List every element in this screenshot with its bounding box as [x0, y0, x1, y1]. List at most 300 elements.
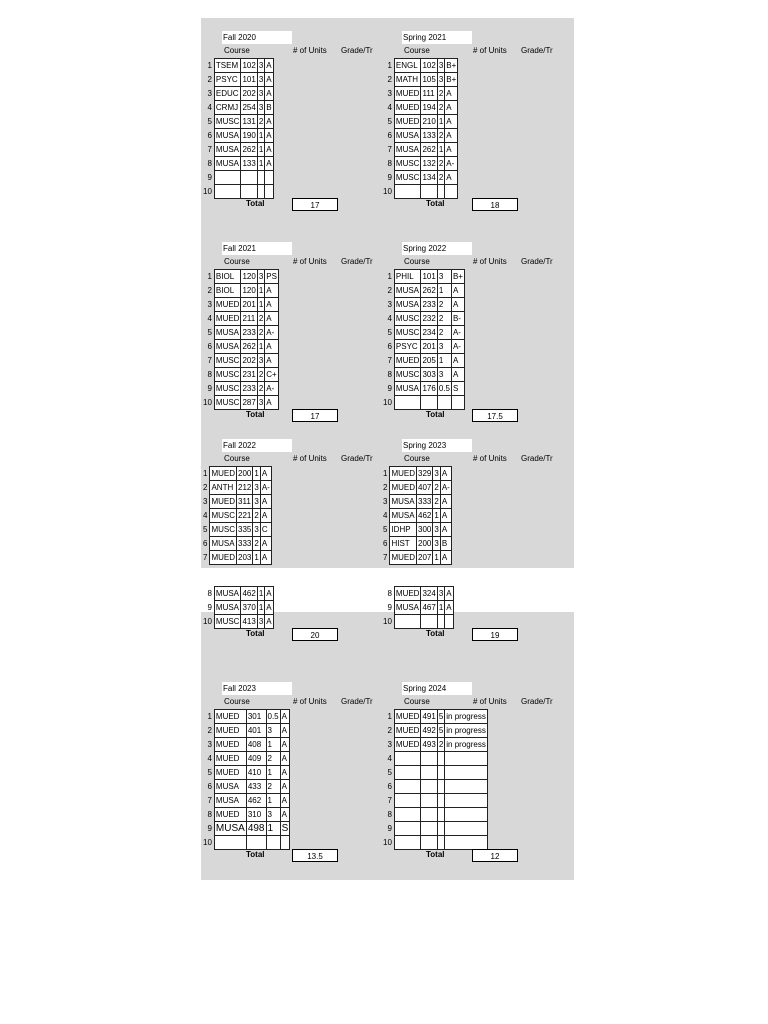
- course-subject: CRMJ: [214, 101, 241, 115]
- row-number: 1: [383, 468, 388, 478]
- row-number: 3: [383, 496, 388, 506]
- course-units: 3: [433, 537, 440, 551]
- course-grade: A: [280, 738, 290, 752]
- course-units: 3: [433, 467, 440, 481]
- course-number: 303: [421, 368, 437, 382]
- course-row: [382, 143, 458, 157]
- course-row: [382, 495, 451, 509]
- course-number: 233: [421, 298, 437, 312]
- course-grade: A: [265, 115, 273, 129]
- course-grade: A: [265, 129, 273, 143]
- row-number: 4: [387, 102, 392, 112]
- course-grade: A: [265, 396, 279, 410]
- course-row: [382, 171, 458, 185]
- row-number: 8: [207, 369, 212, 379]
- course-subject: MUSC: [214, 368, 241, 382]
- course-grade: B-: [451, 312, 464, 326]
- course-number: 134: [421, 171, 437, 185]
- course-number: 176: [421, 382, 437, 396]
- course-table: [382, 58, 458, 199]
- course-number: 102: [241, 59, 257, 73]
- course-subject: [394, 780, 421, 794]
- course-grade: A: [280, 766, 290, 780]
- course-header: Course: [224, 46, 250, 55]
- course-units: 2: [257, 326, 264, 340]
- row-number: 4: [383, 510, 388, 520]
- course-units: 0.5: [266, 710, 280, 724]
- course-units: 3: [257, 101, 264, 115]
- semester-title: Spring 2022: [402, 242, 472, 255]
- course-grade: A-: [451, 326, 464, 340]
- units-header: # of Units: [293, 454, 327, 463]
- row-number: 1: [207, 271, 212, 281]
- course-grade: A: [451, 368, 464, 382]
- course-row: [382, 59, 458, 73]
- row-number: 9: [387, 602, 392, 612]
- course-grade: A: [445, 101, 458, 115]
- course-subject: MUED: [394, 87, 421, 101]
- row-number: 9: [207, 823, 212, 833]
- course-grade: A: [280, 808, 290, 822]
- course-units: [437, 396, 451, 410]
- row-number: 10: [203, 186, 212, 196]
- row-number: 5: [387, 116, 392, 126]
- course-number: 101: [241, 73, 257, 87]
- course-units: 1: [257, 284, 264, 298]
- course-table: [202, 58, 274, 199]
- course-row: [202, 171, 273, 185]
- course-subject: [394, 836, 421, 850]
- course-units: 3: [253, 523, 260, 537]
- row-number: 4: [207, 313, 212, 323]
- row-number: 4: [387, 313, 392, 323]
- course-row: [202, 326, 278, 340]
- course-units: 2: [437, 298, 451, 312]
- course-number: 407: [417, 481, 433, 495]
- course-table: [382, 466, 452, 565]
- course-number: 467: [421, 601, 437, 615]
- course-number: 462: [246, 794, 266, 808]
- course-number: 462: [417, 509, 433, 523]
- course-subject: MUSA: [394, 284, 421, 298]
- grade-header: Grade/Tr: [521, 257, 553, 266]
- course-number: 462: [241, 587, 257, 601]
- row-number: 7: [207, 795, 212, 805]
- course-number: 221: [237, 509, 253, 523]
- course-subject: MUSA: [214, 340, 241, 354]
- course-units: 3: [257, 615, 264, 629]
- course-units: 3: [266, 808, 280, 822]
- row-number: 8: [387, 588, 392, 598]
- row-number: 9: [387, 172, 392, 182]
- course-row: [382, 551, 451, 565]
- course-row: [382, 836, 487, 850]
- course-grade: A: [265, 143, 273, 157]
- course-units: 1: [253, 467, 260, 481]
- course-subject: PHIL: [394, 270, 421, 284]
- course-grade: A: [445, 587, 453, 601]
- course-units: 1: [266, 822, 280, 836]
- course-grade: A: [440, 495, 451, 509]
- course-number: 409: [246, 752, 266, 766]
- total-units-box: 17: [292, 198, 338, 211]
- course-subject: [394, 808, 421, 822]
- course-grade: [445, 615, 453, 629]
- row-number: 6: [207, 341, 212, 351]
- course-subject: BIOL: [214, 284, 241, 298]
- grade-header: Grade/Tr: [341, 257, 373, 266]
- row-number: 2: [207, 285, 212, 295]
- course-units: 1: [257, 298, 264, 312]
- course-row: [382, 87, 458, 101]
- course-row: [382, 270, 464, 284]
- course-row: [202, 822, 290, 836]
- row-number: 9: [207, 383, 212, 393]
- course-grade: S: [281, 822, 289, 834]
- course-subject: MUSC: [394, 368, 421, 382]
- row-number: 7: [383, 552, 388, 562]
- course-subject: MUED: [214, 766, 246, 780]
- course-units: [437, 836, 444, 850]
- course-subject: MUSC: [214, 615, 241, 629]
- course-number: 133: [421, 129, 437, 143]
- course-grade: A: [260, 467, 271, 481]
- course-number: 120: [241, 284, 257, 298]
- course-row: [202, 157, 273, 171]
- course-subject: MUED: [214, 808, 246, 822]
- course-subject: MUED: [214, 298, 241, 312]
- course-subject: MUSA: [215, 822, 245, 834]
- course-grade: A: [280, 794, 290, 808]
- course-row: [382, 794, 487, 808]
- course-row: [382, 822, 487, 836]
- row-number: 4: [387, 753, 392, 763]
- course-header: Course: [404, 697, 430, 706]
- row-number: 1: [387, 60, 392, 70]
- course-number: 133: [241, 157, 257, 171]
- course-grade: [445, 836, 488, 850]
- course-subject: MUSA: [390, 509, 417, 523]
- row-number: 7: [207, 144, 212, 154]
- course-row: [382, 766, 487, 780]
- course-subject: TSEM: [214, 59, 241, 73]
- course-subject: ENGL: [394, 59, 421, 73]
- grade-header: Grade/Tr: [341, 697, 373, 706]
- course-row: [202, 298, 278, 312]
- course-units: 2: [437, 87, 444, 101]
- course-units: 3: [433, 523, 440, 537]
- course-subject: MUSA: [214, 326, 241, 340]
- course-row: [382, 738, 487, 752]
- course-table: [202, 269, 279, 410]
- course-number: 262: [241, 340, 257, 354]
- course-units: 1: [266, 738, 280, 752]
- course-number: 232: [421, 312, 437, 326]
- course-units: [266, 836, 280, 850]
- course-number: 231: [241, 368, 257, 382]
- course-subject: MUED: [394, 587, 421, 601]
- course-units: 1: [437, 354, 451, 368]
- course-table: [382, 709, 488, 850]
- course-subject: IDHP: [390, 523, 417, 537]
- course-subject: [394, 185, 421, 199]
- row-number: 3: [387, 88, 392, 98]
- course-grade: A: [260, 509, 271, 523]
- units-header: # of Units: [293, 257, 327, 266]
- course-grade: A: [440, 551, 451, 565]
- course-subject: MUSA: [394, 601, 421, 615]
- course-subject: EDUC: [214, 87, 241, 101]
- course-subject: MUSC: [210, 509, 237, 523]
- course-subject: MUSA: [214, 587, 241, 601]
- course-row: [202, 481, 271, 495]
- course-units: [257, 171, 264, 185]
- course-subject: MUED: [390, 551, 417, 565]
- course-grade: A: [260, 551, 271, 565]
- row-number: 7: [387, 355, 392, 365]
- row-number: 2: [203, 482, 208, 492]
- units-header: # of Units: [293, 46, 327, 55]
- course-table: [202, 466, 272, 565]
- course-subject: MUSA: [210, 537, 237, 551]
- course-row: [382, 481, 451, 495]
- course-subject: [394, 615, 421, 629]
- row-number: 7: [387, 144, 392, 154]
- course-units: 1: [257, 601, 264, 615]
- course-number: 233: [241, 326, 257, 340]
- course-grade: [445, 822, 488, 836]
- course-units: 2: [437, 129, 444, 143]
- course-row: [202, 710, 290, 724]
- course-number: 410: [246, 766, 266, 780]
- course-units: 5: [437, 724, 444, 738]
- course-number: 333: [237, 537, 253, 551]
- course-grade: [445, 185, 458, 199]
- course-grade: A-: [440, 481, 451, 495]
- course-row: [202, 129, 273, 143]
- semester-title: Spring 2024: [402, 682, 472, 695]
- course-number: [421, 780, 437, 794]
- total-units-box: 13.5: [292, 849, 338, 862]
- semester-title: Spring 2023: [402, 439, 472, 452]
- course-units: 2: [433, 495, 440, 509]
- course-row: [202, 270, 278, 284]
- course-grade: A: [440, 523, 451, 537]
- course-number: 433: [246, 780, 266, 794]
- course-number: [421, 766, 437, 780]
- course-units: 1: [437, 284, 451, 298]
- course-header: Course: [224, 454, 250, 463]
- course-subject: MUSA: [394, 143, 421, 157]
- course-number: [421, 185, 437, 199]
- course-grade: [451, 396, 464, 410]
- course-grade: A: [445, 129, 458, 143]
- course-subject: MUED: [210, 467, 237, 481]
- course-units: [437, 808, 444, 822]
- course-units: 1: [257, 129, 264, 143]
- course-subject: MATH: [394, 73, 421, 87]
- course-grade: A: [265, 73, 273, 87]
- course-grade: [265, 185, 273, 199]
- course-number: 234: [421, 326, 437, 340]
- course-row: [202, 143, 273, 157]
- total-label: Total: [246, 410, 265, 419]
- course-row: [202, 340, 278, 354]
- course-subject: ANTH: [210, 481, 237, 495]
- course-number: 203: [237, 551, 253, 565]
- course-subject: [394, 822, 421, 836]
- course-number: 102: [421, 59, 437, 73]
- course-units: 2: [257, 115, 264, 129]
- course-grade: A: [451, 284, 464, 298]
- row-number: 6: [203, 538, 208, 548]
- course-row: [202, 115, 273, 129]
- course-number: 492: [421, 724, 437, 738]
- course-row: [382, 710, 487, 724]
- course-units: 1: [266, 766, 280, 780]
- course-units: 1: [257, 157, 264, 171]
- row-number: 1: [203, 468, 208, 478]
- course-units: 1: [257, 587, 264, 601]
- course-row: [382, 587, 453, 601]
- row-number: 6: [383, 538, 388, 548]
- course-units: 2: [433, 481, 440, 495]
- course-row: [202, 551, 271, 565]
- row-number: 7: [207, 355, 212, 365]
- course-number: 413: [241, 615, 257, 629]
- course-row: [382, 354, 464, 368]
- units-header: # of Units: [473, 454, 507, 463]
- course-grade: A: [265, 157, 273, 171]
- course-subject: MUSA: [214, 780, 246, 794]
- course-subject: MUSA: [214, 129, 241, 143]
- course-row: [382, 326, 464, 340]
- course-subject: MUSA: [214, 157, 241, 171]
- course-subject: MUSC: [394, 312, 421, 326]
- course-units: 1: [257, 143, 264, 157]
- course-subject: MUED: [394, 738, 421, 752]
- course-row: [202, 467, 271, 481]
- course-grade: [445, 780, 488, 794]
- course-number: 301: [246, 710, 266, 724]
- row-number: 8: [207, 588, 212, 598]
- course-subject: MUSA: [390, 495, 417, 509]
- course-number: 262: [421, 143, 437, 157]
- course-subject: MUSC: [394, 326, 421, 340]
- course-number: 335: [237, 523, 253, 537]
- course-number: 111: [421, 87, 437, 101]
- course-number: 408: [246, 738, 266, 752]
- course-units: 2: [437, 326, 451, 340]
- total-label: Total: [246, 199, 265, 208]
- course-subject: MUED: [394, 710, 421, 724]
- course-grade: B+: [445, 59, 458, 73]
- course-row: [382, 724, 487, 738]
- course-units: 1: [437, 143, 444, 157]
- row-number: 9: [207, 172, 212, 182]
- course-subject: PSYC: [214, 73, 241, 87]
- semester-title: Fall 2022: [222, 439, 292, 452]
- course-number: 329: [417, 467, 433, 481]
- course-row: [202, 59, 273, 73]
- row-number: 8: [387, 809, 392, 819]
- course-grade: [445, 766, 488, 780]
- course-units: 2: [257, 312, 264, 326]
- row-number: 6: [387, 341, 392, 351]
- course-row: [202, 73, 273, 87]
- course-row: [382, 382, 464, 396]
- course-number: 120: [241, 270, 257, 284]
- semester-title: Fall 2020: [222, 31, 292, 44]
- total-label: Total: [426, 850, 445, 859]
- course-units: 1: [433, 551, 440, 565]
- course-units: 3: [437, 270, 451, 284]
- course-row: [202, 382, 278, 396]
- total-units-box: 17.5: [472, 409, 518, 422]
- grade-header: Grade/Tr: [341, 454, 373, 463]
- course-number: 262: [241, 143, 257, 157]
- course-units: [437, 615, 444, 629]
- course-units: 3: [257, 73, 264, 87]
- course-grade: in progress: [445, 738, 488, 752]
- course-number: 205: [421, 354, 437, 368]
- row-number: 6: [387, 130, 392, 140]
- course-grade: [445, 794, 488, 808]
- course-units: 3: [437, 73, 444, 87]
- course-subject: MUSA: [214, 794, 246, 808]
- course-subject: MUED: [394, 724, 421, 738]
- course-grade: A: [280, 752, 290, 766]
- course-row: [202, 752, 290, 766]
- course-header: Course: [404, 454, 430, 463]
- course-units: 2: [266, 780, 280, 794]
- course-subject: MUED: [394, 101, 421, 115]
- row-number: 5: [387, 327, 392, 337]
- row-number: 2: [207, 74, 212, 84]
- course-grade: A: [451, 298, 464, 312]
- course-grade: B+: [451, 270, 464, 284]
- course-units: 1: [253, 551, 260, 565]
- course-units: 1: [437, 115, 444, 129]
- course-row: [382, 368, 464, 382]
- course-number: 491: [421, 710, 437, 724]
- course-subject: [214, 185, 241, 199]
- course-units: [437, 766, 444, 780]
- row-number: 5: [207, 767, 212, 777]
- course-grade: A: [265, 615, 273, 629]
- course-subject: [394, 794, 421, 808]
- course-units: 2: [437, 312, 451, 326]
- course-header: Course: [224, 257, 250, 266]
- row-number: 6: [207, 130, 212, 140]
- row-number: 10: [203, 837, 212, 847]
- course-subject: [394, 396, 421, 410]
- course-number: 262: [421, 284, 437, 298]
- units-header: # of Units: [293, 697, 327, 706]
- course-number: 493: [421, 738, 437, 752]
- course-grade: A: [451, 354, 464, 368]
- course-subject: MUED: [390, 481, 417, 495]
- course-units: 2: [437, 171, 444, 185]
- course-grade: A: [445, 87, 458, 101]
- course-row: [202, 738, 290, 752]
- course-number: 210: [421, 115, 437, 129]
- course-units: 2: [253, 537, 260, 551]
- grade-header: Grade/Tr: [341, 46, 373, 55]
- course-number: 131: [241, 115, 257, 129]
- row-number: 5: [203, 524, 208, 534]
- course-grade: A: [265, 587, 273, 601]
